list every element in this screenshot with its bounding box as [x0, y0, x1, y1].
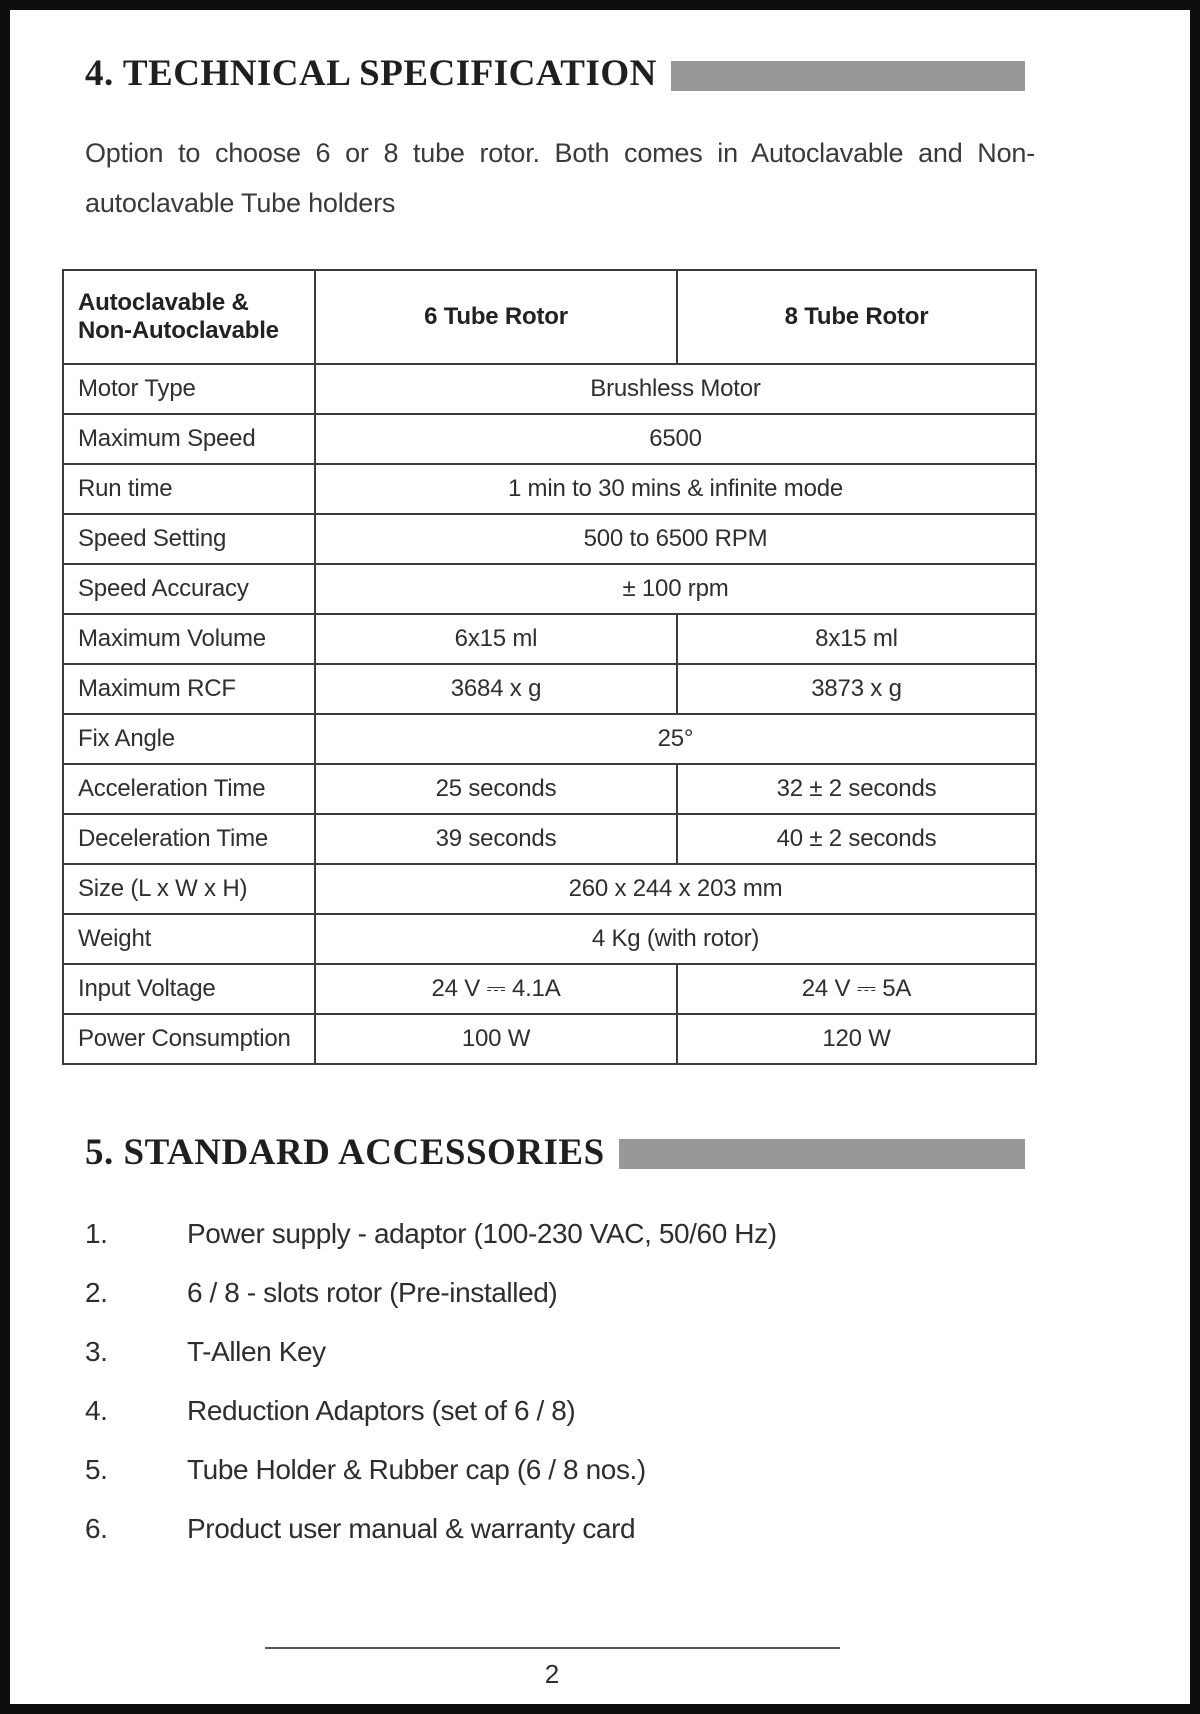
row-value: 4 Kg (with rotor)	[315, 914, 1036, 964]
row-value: Brushless Motor	[315, 364, 1036, 414]
table-row	[63, 564, 1036, 614]
section-4-title: 4. TECHNICAL SPECIFICATION	[85, 53, 657, 94]
row-label: Power Consumption	[63, 1014, 315, 1064]
list-item-number: 1.	[85, 1217, 108, 1249]
row-label: Speed Accuracy	[63, 564, 315, 614]
row-value: 1 min to 30 mins & infinite mode	[315, 464, 1036, 514]
table-row	[63, 964, 1036, 1014]
row-value-8tube: 32 ± 2 seconds	[677, 764, 1036, 814]
row-value-8tube: 40 ± 2 seconds	[677, 814, 1036, 864]
list-item-text: Power supply - adaptor (100-230 VAC, 50/60 Hz)	[187, 1217, 777, 1249]
table-row	[63, 914, 1036, 964]
table-row	[63, 814, 1036, 864]
table-row	[63, 714, 1036, 764]
section-4-header	[85, 52, 1120, 95]
list-item	[85, 1336, 1120, 1368]
row-label: Maximum Volume	[63, 614, 315, 664]
page-footer	[0, 1647, 1200, 1690]
row-label: Deceleration Time	[63, 814, 315, 864]
row-value-6tube: 6x15 ml	[315, 614, 677, 664]
spec-table	[62, 269, 1037, 1065]
list-item	[85, 1218, 1120, 1250]
table-row	[63, 864, 1036, 914]
list-item-number: 4.	[85, 1394, 108, 1426]
row-value: 500 to 6500 RPM	[315, 514, 1036, 564]
table-header-8tube: 8 Tube Rotor	[677, 270, 1036, 364]
accessories-list	[85, 1218, 1120, 1545]
row-label: Fix Angle	[63, 714, 315, 764]
footer-divider	[265, 1647, 840, 1649]
intro-paragraph: Option to choose 6 or 8 tube rotor. Both comes in Autoclavable and Non-autoclavable Tube holders	[85, 138, 1035, 218]
row-value-6tube: 25 seconds	[315, 764, 677, 814]
list-item	[85, 1454, 1120, 1486]
row-value-8tube: 24 V ⎓ 5A	[677, 964, 1036, 1014]
row-value-8tube: 8x15 ml	[677, 614, 1036, 664]
row-label: Weight	[63, 914, 315, 964]
row-value-8tube: 120 W	[677, 1014, 1036, 1064]
list-item-text: Reduction Adaptors (set of 6 / 8)	[187, 1394, 576, 1426]
list-item-number: 3.	[85, 1335, 108, 1367]
row-label: Size (L x W x H)	[63, 864, 315, 914]
list-item-text: 6 / 8 - slots rotor (Pre-installed)	[187, 1276, 558, 1308]
section-5-header	[85, 1131, 1120, 1174]
list-item	[85, 1277, 1120, 1309]
row-label: Speed Setting	[63, 514, 315, 564]
row-label: Maximum RCF	[63, 664, 315, 714]
row-value-6tube: 3684 x g	[315, 664, 677, 714]
table-row	[63, 514, 1036, 564]
list-item	[85, 1395, 1120, 1427]
table-header-type: Autoclavable & Non-Autoclavable	[63, 270, 315, 364]
table-row	[63, 364, 1036, 414]
row-label: Input Voltage	[63, 964, 315, 1014]
row-value-6tube: 100 W	[315, 1014, 677, 1064]
row-label: Maximum Speed	[63, 414, 315, 464]
table-row	[63, 414, 1036, 464]
section-5-title-bar	[619, 1139, 1025, 1169]
table-row	[63, 1014, 1036, 1064]
list-item-number: 2.	[85, 1276, 108, 1308]
list-item-text: Product user manual & warranty card	[187, 1512, 636, 1544]
table-header-row	[63, 270, 1036, 364]
row-value-8tube: 3873 x g	[677, 664, 1036, 714]
section-4-title-bar	[671, 61, 1025, 91]
row-value: 6500	[315, 414, 1036, 464]
row-label: Acceleration Time	[63, 764, 315, 814]
row-label: Motor Type	[63, 364, 315, 414]
table-row	[63, 664, 1036, 714]
row-value: ± 100 rpm	[315, 564, 1036, 614]
table-header-6tube: 6 Tube Rotor	[315, 270, 677, 364]
list-item-text: T-Allen Key	[187, 1335, 326, 1367]
row-value: 25°	[315, 714, 1036, 764]
page-number: 2	[544, 1659, 560, 1689]
list-item-number: 5.	[85, 1453, 108, 1485]
table-row	[63, 614, 1036, 664]
table-row	[63, 464, 1036, 514]
list-item-text: Tube Holder & Rubber cap (6 / 8 nos.)	[187, 1453, 646, 1485]
row-value-6tube: 39 seconds	[315, 814, 677, 864]
list-item	[85, 1513, 1120, 1545]
row-value-6tube: 24 V ⎓ 4.1A	[315, 964, 677, 1014]
list-item-number: 6.	[85, 1512, 108, 1544]
row-value: 260 x 244 x 203 mm	[315, 864, 1036, 914]
row-label: Run time	[63, 464, 315, 514]
table-row	[63, 764, 1036, 814]
section-5-title: 5. STANDARD ACCESSORIES	[85, 1131, 605, 1173]
